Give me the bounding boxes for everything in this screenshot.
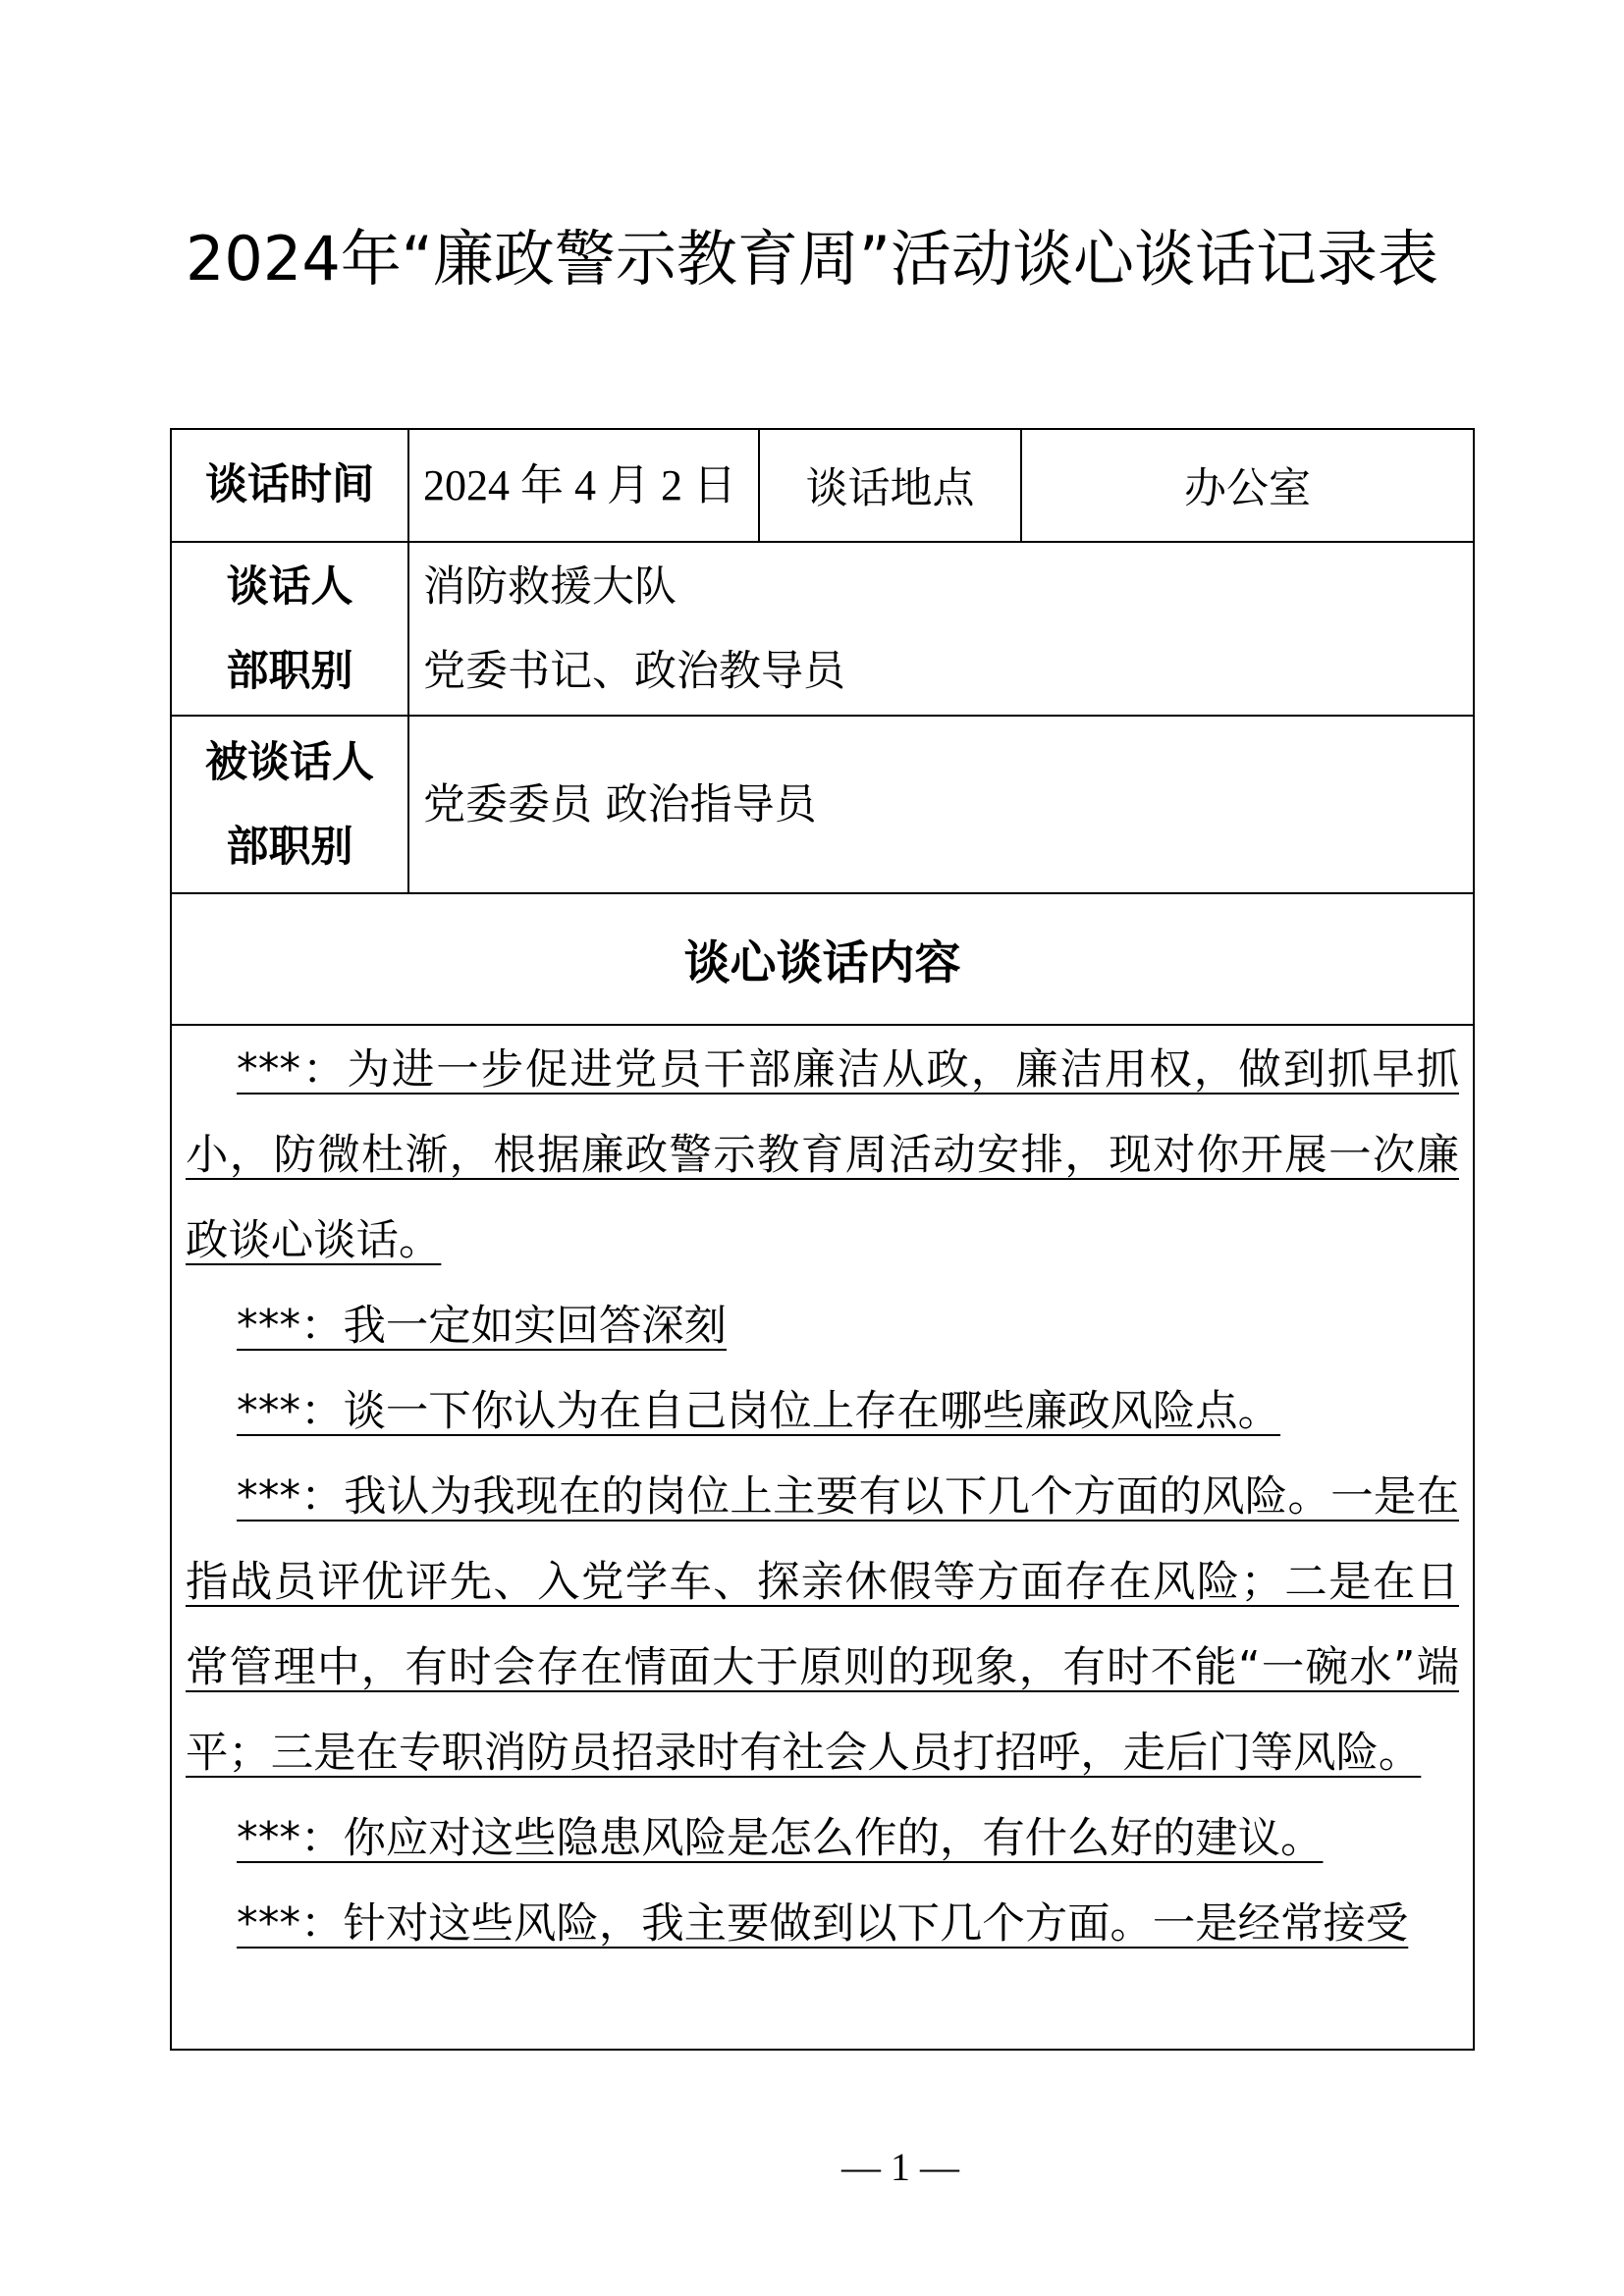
dialogue-paragraph: ***：我一定如实回答深刻 (237, 1302, 727, 1351)
dialogue-paragraph: ***：为进一步促进党员干部廉洁从政，廉洁用权，做到抓早抓小，防微杜渐，根据廉政警示教育周活动安排，现对你开展一次廉政谈心谈话。 (186, 1045, 1459, 1265)
page-number (0, 2144, 1624, 2190)
content-heading: 谈心谈话内容 (171, 893, 1474, 1025)
time-value: 2024 年 4 月 2 日 (408, 429, 759, 542)
content-body (171, 1025, 1474, 2050)
listener-label (171, 716, 408, 893)
speaker-position: 党委书记、政治教导员 (423, 646, 845, 696)
dialogue-paragraph: ***：你应对这些隐患风险是怎么作的，有什么好的建议。 (237, 1814, 1324, 1863)
record-table (170, 428, 1475, 2051)
row-time-place (171, 429, 1474, 542)
listener-value: 党委委员 政治指导员 (408, 716, 1474, 893)
listener-label-line1: 被谈话人 (205, 737, 374, 787)
dialogue-paragraph: ***：针对这些风险，我主要做到以下几个方面。一是经常接受 (237, 1899, 1409, 1949)
speaker-label-line1: 谈话人 (226, 561, 353, 612)
time-label: 谈话时间 (171, 429, 408, 542)
listener-label-line2: 部职别 (226, 822, 353, 872)
row-content (171, 1025, 1474, 2050)
place-value: 办公室 (1021, 429, 1474, 542)
dialogue-paragraph: ***：我认为我现在的岗位上主要有以下几个方面的风险。一是在指战员评优评先、入党学车、探亲休假等方面存在风险；二是在日常管理中，有时会存在情面大于原则的现象，有时不能“一碗水”端平；三是在专职消防员招录时有社会人员打招呼，走后门等风险。 (186, 1472, 1459, 1778)
place-label: 谈话地点 (759, 429, 1021, 542)
speaker-value (408, 542, 1474, 716)
row-listener (171, 716, 1474, 893)
document-title: 2024年“廉政警示教育周”活动谈心谈话记录表 (185, 223, 1439, 294)
dialogue-paragraph: ***：谈一下你认为在自己岗位上存在哪些廉政风险点。 (237, 1387, 1281, 1436)
row-speaker (171, 542, 1474, 716)
row-content-heading (171, 893, 1474, 1025)
page-number-text: — 1 — (841, 2145, 959, 2189)
speaker-unit: 消防救援大队 (423, 561, 677, 612)
speaker-label-line2: 部职别 (226, 646, 353, 696)
speaker-label (171, 542, 408, 716)
